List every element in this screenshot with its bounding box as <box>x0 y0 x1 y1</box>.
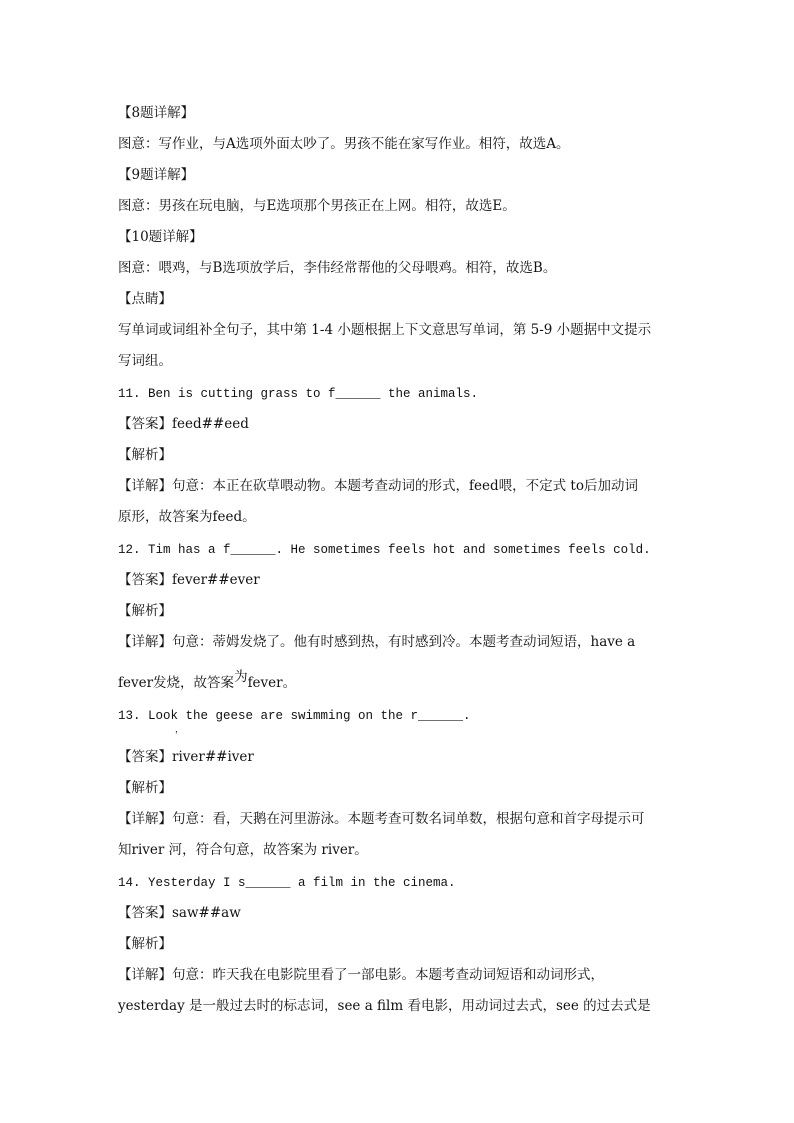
key-point-text-line1: 写单词或词组补全句子，其中第 1-4 小题根据上下文意思写单词，第 5-9 小题据中文提示 <box>118 322 652 338</box>
q14-analysis-heading: 【解析】 <box>118 936 172 952</box>
q11-analysis-heading: 【解析】 <box>118 447 172 463</box>
q9-explanation: 图意：男孩在玩电脑，与E选项那个男孩正在上网。相符，故选E。 <box>118 198 516 214</box>
q12-question: 12. Tim has a f______. He sometimes feels hot and sometimes feels cold. <box>118 543 651 557</box>
q12-detail-line1: 【详解】句意：蒂姆发烧了。他有时感到热，有时感到冷。本题考查动词短语，have a <box>118 634 636 650</box>
q13-comma-mark: ， <box>175 725 185 735</box>
q12-analysis-heading: 【解析】 <box>118 603 172 619</box>
q11-answer: 【答案】feed##eed <box>118 416 249 432</box>
q12-detail-line2 <box>118 669 297 693</box>
q13-detail-line2: 知river 河，符合句意，故答案为 river。 <box>118 842 368 858</box>
heading-q10-detail: 【10题详解】 <box>118 229 203 245</box>
key-point-text-line2: 写词组。 <box>118 353 172 369</box>
q11-question: 11. Ben is cutting grass to f______ the animals. <box>118 387 479 401</box>
q14-detail-line1: 【详解】句意：昨天我在电影院里看了一部电影。本题考查动词短语和动词形式， <box>118 967 604 983</box>
q13-question: 13. Look the geese are swimming on the r______. <box>118 709 471 723</box>
q12-detail-part-b: 为 <box>234 669 248 685</box>
q12-detail-part-a: fever发烧，故答案 <box>118 675 235 691</box>
q12-answer: 【答案】fever##ever <box>118 572 260 588</box>
q14-question: 14. Yesterday I s______ a film in the cinema. <box>118 876 456 890</box>
q13-analysis-heading: 【解析】 <box>118 780 172 796</box>
q11-detail-line1: 【详解】句意：本正在砍草喂动物。本题考查动词的形式，feed喂，不定式 to后加动词 <box>118 478 638 494</box>
q10-explanation: 图意：喂鸡，与B选项放学后，李伟经常帮他的父母喂鸡。相符，故选B。 <box>118 260 557 276</box>
heading-q8-detail: 【8题详解】 <box>118 105 195 121</box>
q8-explanation: 图意：写作业，与A选项外面太吵了。男孩不能在家写作业。相符，故选A。 <box>118 136 570 152</box>
q14-detail-line2: yesterday 是一般过去时的标志词，see a film 看电影，用动词过去式，see 的过去式是 <box>118 998 651 1014</box>
q13-detail-line1: 【详解】句意：看，天鹅在河里游泳。本题考查可数名词单数，根据句意和首字母提示可 <box>118 811 645 827</box>
q14-answer: 【答案】saw##aw <box>118 905 241 921</box>
heading-q9-detail: 【9题详解】 <box>118 167 195 183</box>
q12-detail-part-c: fever。 <box>247 675 297 691</box>
q11-detail-line2: 原形，故答案为feed。 <box>118 509 256 525</box>
q13-answer: 【答案】river##iver <box>118 749 254 765</box>
heading-key-point: 【点睛】 <box>118 291 172 307</box>
